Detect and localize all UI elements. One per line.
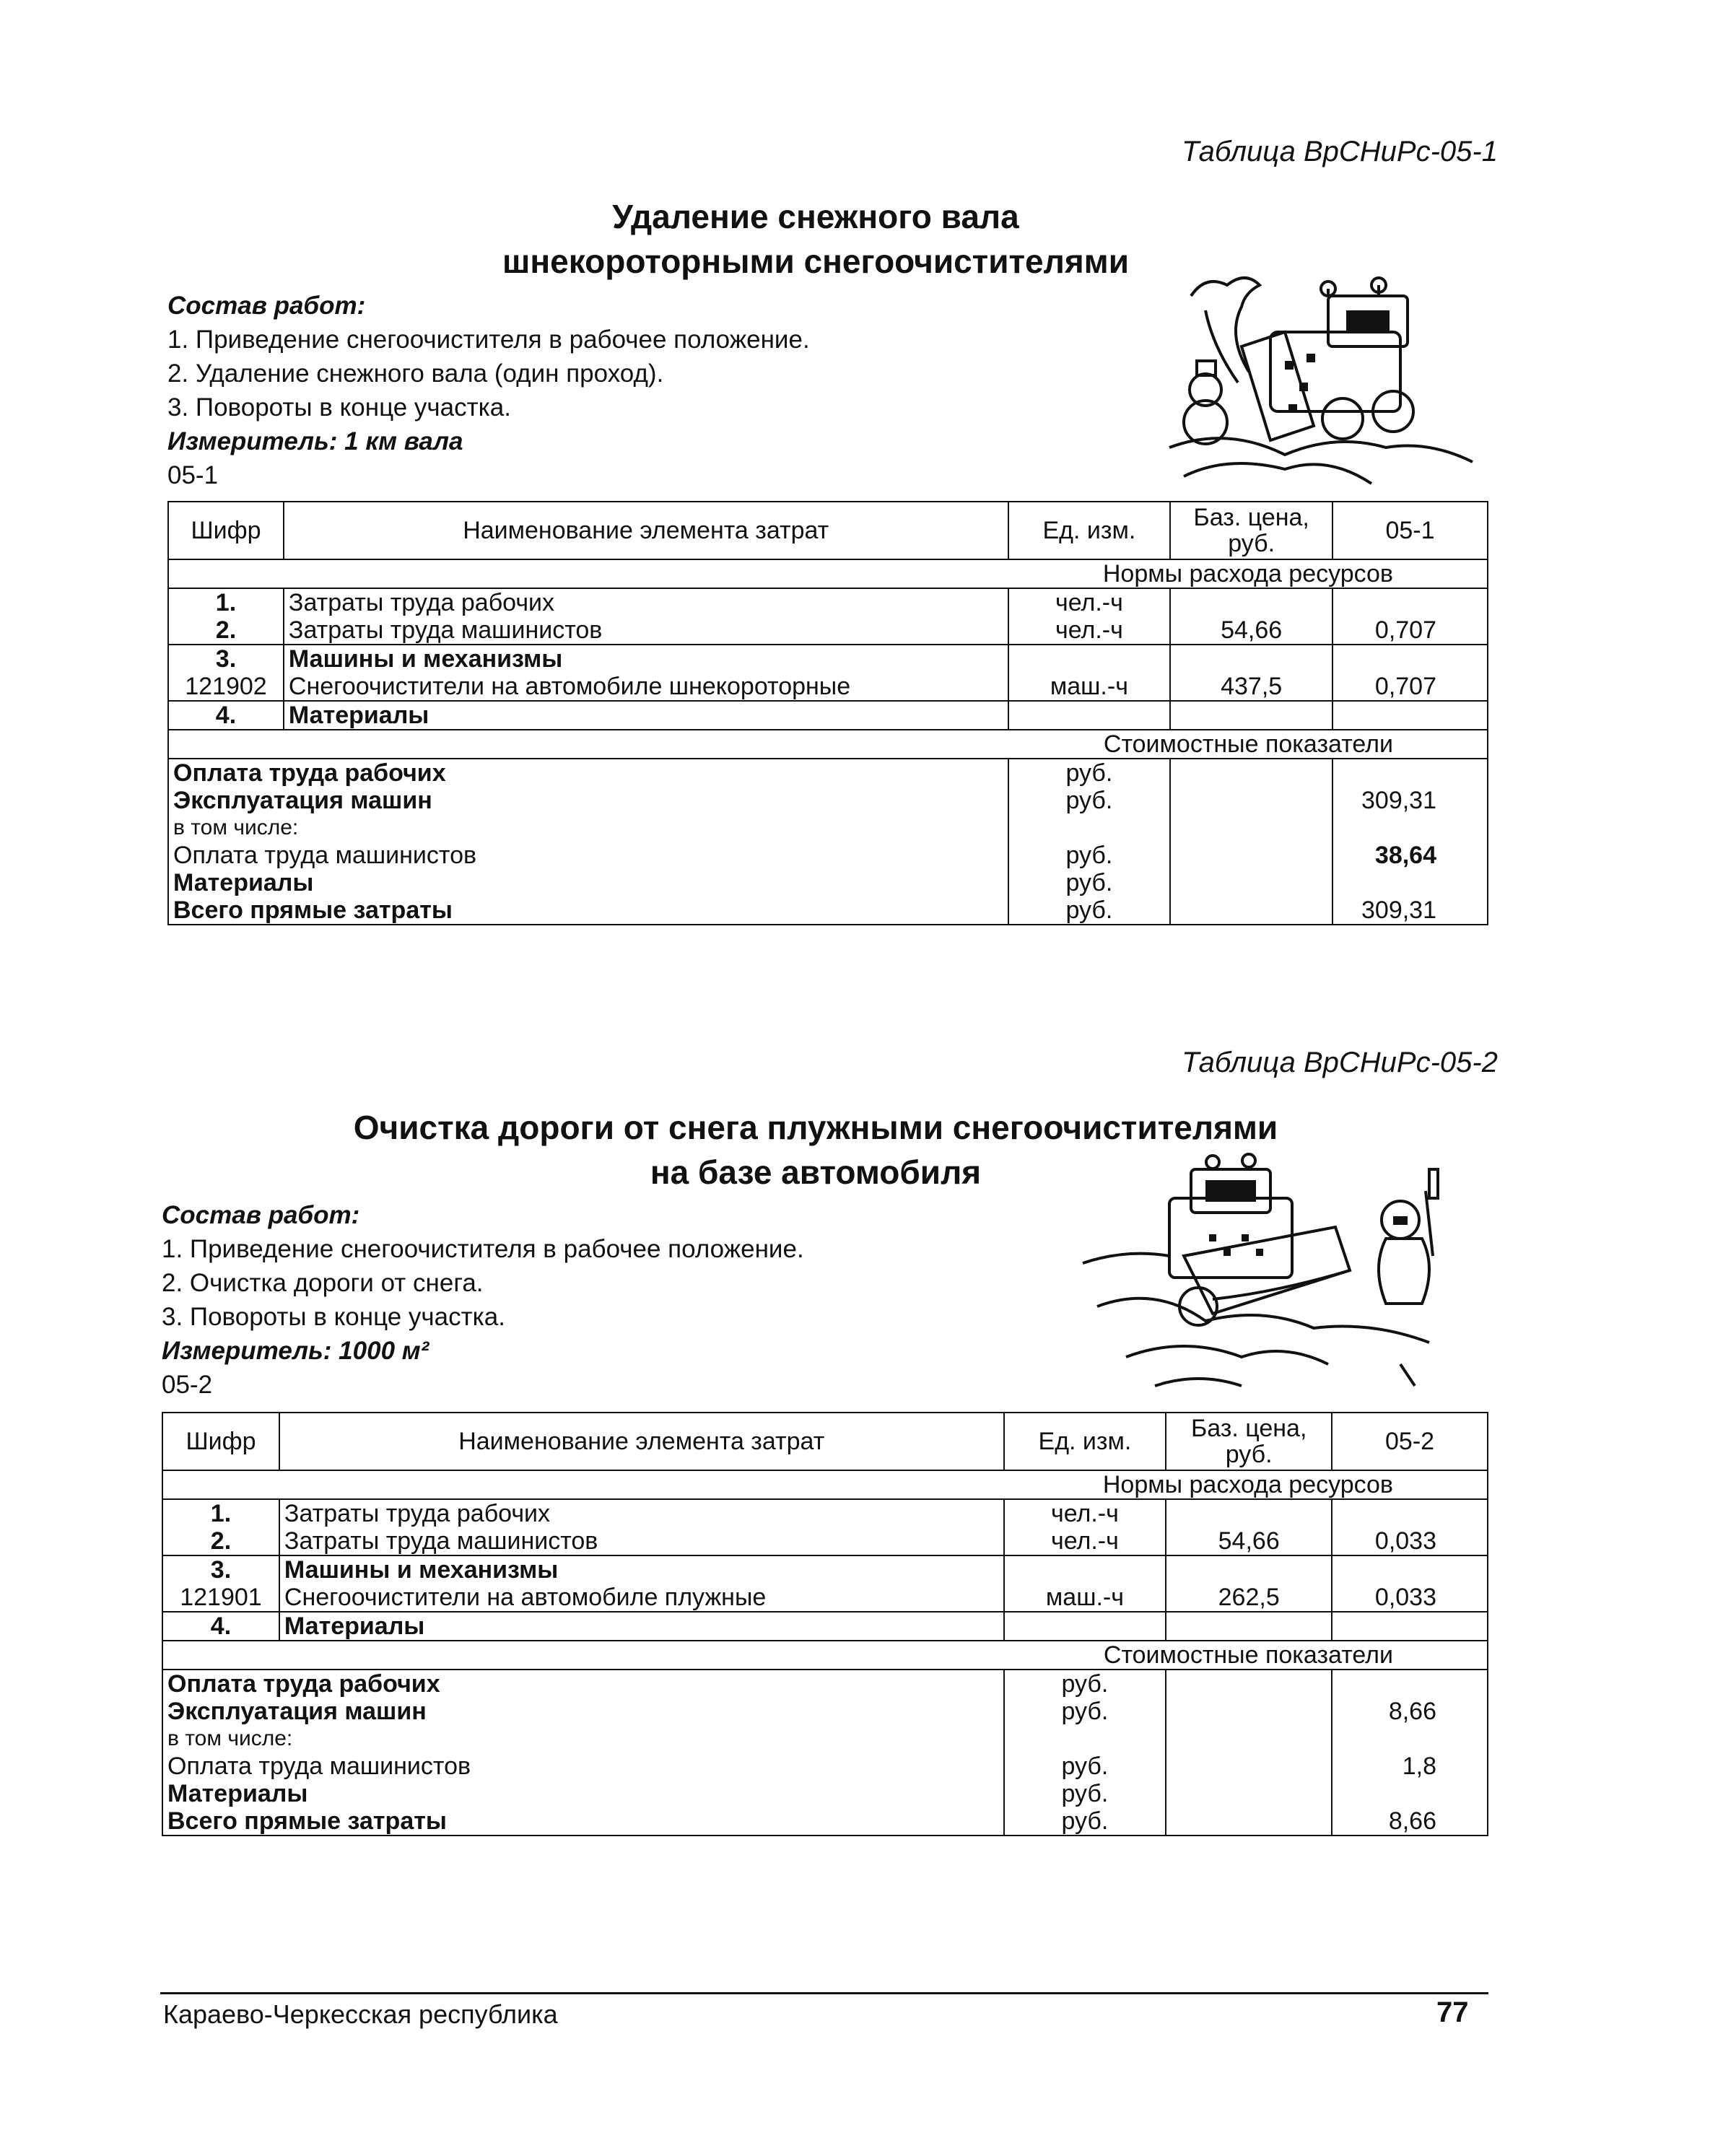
cost-value (1332, 1670, 1488, 1698)
cost-value: 8,66 (1332, 1807, 1488, 1836)
cost-price (1170, 787, 1332, 814)
section-title-line1: Удаление снежного вала (612, 198, 1019, 235)
row-name: Затраты труда рабочих (284, 588, 1008, 616)
cost-name: Оплата труда рабочих (168, 759, 1008, 787)
row-cipher: 3. (162, 1555, 279, 1584)
row-price (1170, 645, 1332, 673)
cost-unit: руб. (1004, 1807, 1166, 1836)
cost-label: Стоимостные показатели (168, 730, 1488, 759)
cost-value (1332, 1725, 1488, 1753)
row-price (1166, 1555, 1332, 1584)
col-header-unit: Ед. изм. (1004, 1413, 1166, 1470)
row-price (1166, 1499, 1332, 1527)
row-name: Машины и механизмы (284, 645, 1008, 673)
table-caption: Таблица ВрСНиРс-05-2 (1182, 1047, 1498, 1078)
cost-price (1170, 842, 1332, 869)
cost-value: 1,8 (1332, 1753, 1488, 1780)
page-number: 77 (1436, 1996, 1469, 2028)
row-cipher: 121902 (168, 673, 284, 701)
cost-price (1166, 1807, 1332, 1836)
row-value: 0,033 (1332, 1584, 1488, 1612)
row-value: 0,707 (1332, 616, 1488, 645)
col-header-price: Баз. цена, руб. (1166, 1413, 1332, 1470)
col-header-unit: Ед. изм. (1008, 502, 1171, 559)
cost-name: Оплата труда рабочих (162, 1670, 1004, 1698)
cost-table (162, 1412, 1488, 1836)
step-item: 2. Очистка дороги от снега. (162, 1269, 484, 1297)
cost-name: Оплата труда машинистов (162, 1753, 1004, 1780)
composition-heading: Состав работ: (167, 292, 366, 320)
step-item: 3. Повороты в конце участка. (162, 1303, 505, 1331)
row-value (1332, 1612, 1488, 1641)
section-title-line1: Очистка дороги от снега плужными снегоочистителями (353, 1109, 1278, 1146)
col-header-cipher: Шифр (168, 502, 284, 559)
cost-value (1332, 1780, 1488, 1807)
cost-row (162, 1807, 1488, 1836)
row-unit (1004, 1555, 1166, 1584)
row-price: 54,66 (1170, 616, 1332, 645)
row-name: Затраты труда рабочих (279, 1499, 1004, 1527)
step-item: 2. Удаление снежного вала (один проход). (167, 359, 664, 388)
cost-name: Материалы (168, 869, 1008, 896)
cost-row (168, 842, 1488, 869)
col-header-name: Наименование элемента затрат (284, 502, 1008, 559)
row-value (1332, 1499, 1488, 1527)
row-value: 0,033 (1332, 1527, 1488, 1555)
col-header-price: Баз. цена, руб. (1170, 502, 1332, 559)
row-unit: чел.-ч (1008, 588, 1171, 616)
cost-row (162, 1753, 1488, 1780)
row-unit: чел.-ч (1008, 616, 1171, 645)
cost-unit: руб. (1004, 1698, 1166, 1725)
table-row (162, 1612, 1488, 1641)
col-header-code: 05-2 (1332, 1413, 1488, 1470)
row-value (1332, 701, 1488, 730)
table-row (162, 1499, 1488, 1527)
rotary-snowplow-illustration (1162, 267, 1494, 491)
row-cipher: 4. (168, 701, 284, 730)
cost-name: в том числе: (168, 814, 1008, 842)
section-title-line2: шнекороторными снегоочистителями (502, 243, 1129, 280)
row-price (1170, 701, 1332, 730)
cost-unit: руб. (1004, 1780, 1166, 1807)
row-name: Снегоочистители на автомобиле плужные (279, 1584, 1004, 1612)
work-composition (162, 1198, 804, 1402)
row-cipher: 121901 (162, 1584, 279, 1612)
cost-table (167, 501, 1488, 925)
cost-price (1170, 814, 1332, 842)
table-row (168, 673, 1488, 701)
cost-row (168, 759, 1488, 787)
cost-name: Эксплуатация машин (162, 1698, 1004, 1725)
row-cipher: 4. (162, 1612, 279, 1641)
row-name: Машины и механизмы (279, 1555, 1004, 1584)
cost-row (168, 869, 1488, 896)
row-cipher: 1. (162, 1499, 279, 1527)
cost-row (168, 787, 1488, 814)
section-title-line2: на базе автомобиля (650, 1153, 982, 1191)
cost-price (1166, 1780, 1332, 1807)
cost-unit: руб. (1008, 842, 1171, 869)
work-composition (167, 289, 810, 492)
cost-row (162, 1698, 1488, 1725)
row-unit: чел.-ч (1004, 1527, 1166, 1555)
table-row (168, 616, 1488, 645)
cost-value (1332, 814, 1488, 842)
measure-unit: Измеритель: 1 км вала (167, 427, 463, 455)
row-cipher: 2. (168, 616, 284, 645)
row-price: 437,5 (1170, 673, 1332, 701)
cost-row (162, 1670, 1488, 1698)
cost-unit (1004, 1725, 1166, 1753)
norms-label: Нормы расхода ресурсов (168, 559, 1488, 588)
cost-unit: руб. (1008, 896, 1171, 925)
step-item: 3. Повороты в конце участка. (167, 393, 511, 422)
row-price: 54,66 (1166, 1527, 1332, 1555)
table-row (162, 1527, 1488, 1555)
cost-label: Стоимостные показатели (162, 1641, 1488, 1670)
cost-value: 8,66 (1332, 1698, 1488, 1725)
col-header-name: Наименование элемента затрат (279, 1413, 1004, 1470)
row-name: Затраты труда машинистов (279, 1527, 1004, 1555)
table-code: 05-1 (167, 461, 219, 489)
row-unit: чел.-ч (1004, 1499, 1166, 1527)
cost-name: Оплата труда машинистов (168, 842, 1008, 869)
row-cipher: 3. (168, 645, 284, 673)
norms-label: Нормы расхода ресурсов (162, 1470, 1488, 1499)
row-price (1166, 1612, 1332, 1641)
row-name: Снегоочистители на автомобиле шнекороторные (284, 673, 1008, 701)
cost-unit: руб. (1008, 869, 1171, 896)
row-value (1332, 645, 1488, 673)
row-unit: маш.-ч (1008, 673, 1171, 701)
cost-unit: руб. (1008, 787, 1171, 814)
cost-price (1166, 1753, 1332, 1780)
cost-name: Всего прямые затраты (162, 1807, 1004, 1836)
cost-value (1332, 759, 1488, 787)
row-unit: маш.-ч (1004, 1584, 1166, 1612)
cost-unit: руб. (1008, 759, 1171, 787)
cost-value: 38,64 (1332, 842, 1488, 869)
row-unit (1008, 645, 1171, 673)
cost-value (1332, 869, 1488, 896)
row-cipher: 2. (162, 1527, 279, 1555)
footer-region: Караево-Черкесская республика (163, 1999, 558, 2029)
col-header-cipher: Шифр (162, 1413, 279, 1470)
cost-value: 309,31 (1332, 896, 1488, 925)
cost-price (1166, 1698, 1332, 1725)
step-item: 1. Приведение снегоочистителя в рабочее положение. (167, 326, 810, 354)
cost-name: в том числе: (162, 1725, 1004, 1753)
cost-price (1170, 759, 1332, 787)
row-name: Затраты труда машинистов (284, 616, 1008, 645)
cost-value: 309,31 (1332, 787, 1488, 814)
table-row (162, 1584, 1488, 1612)
cost-name: Материалы (162, 1780, 1004, 1807)
row-cipher: 1. (168, 588, 284, 616)
cost-price (1166, 1725, 1332, 1753)
cost-row (162, 1780, 1488, 1807)
step-item: 1. Приведение снегоочистителя в рабочее положение. (162, 1235, 804, 1263)
cost-row (168, 814, 1488, 842)
cost-price (1170, 896, 1332, 925)
table-row (168, 645, 1488, 673)
row-price: 262,5 (1166, 1584, 1332, 1612)
cost-unit: руб. (1004, 1753, 1166, 1780)
cost-unit (1008, 814, 1171, 842)
footer-divider (160, 1992, 1488, 1994)
cost-row (168, 896, 1488, 925)
table-row (162, 1555, 1488, 1584)
row-price (1170, 588, 1332, 616)
row-value (1332, 588, 1488, 616)
table-caption: Таблица ВрСНиРс-05-1 (1182, 136, 1498, 167)
row-value (1332, 1555, 1488, 1584)
row-name: Материалы (279, 1612, 1004, 1641)
cost-name: Эксплуатация машин (168, 787, 1008, 814)
row-value: 0,707 (1332, 673, 1488, 701)
cost-price (1166, 1670, 1332, 1698)
cost-unit: руб. (1004, 1670, 1166, 1698)
cost-price (1170, 869, 1332, 896)
composition-heading: Состав работ: (162, 1201, 360, 1229)
col-header-code: 05-1 (1332, 502, 1488, 559)
table-code: 05-2 (162, 1371, 213, 1399)
cost-name: Всего прямые затраты (168, 896, 1008, 925)
cost-row (162, 1725, 1488, 1753)
blade-snowplow-illustration (1068, 1148, 1473, 1407)
measure-unit: Измеритель: 1000 м² (162, 1337, 429, 1365)
row-unit (1008, 701, 1171, 730)
row-unit (1004, 1612, 1166, 1641)
row-name: Материалы (284, 701, 1008, 730)
table-row (168, 701, 1488, 730)
table-row (168, 588, 1488, 616)
